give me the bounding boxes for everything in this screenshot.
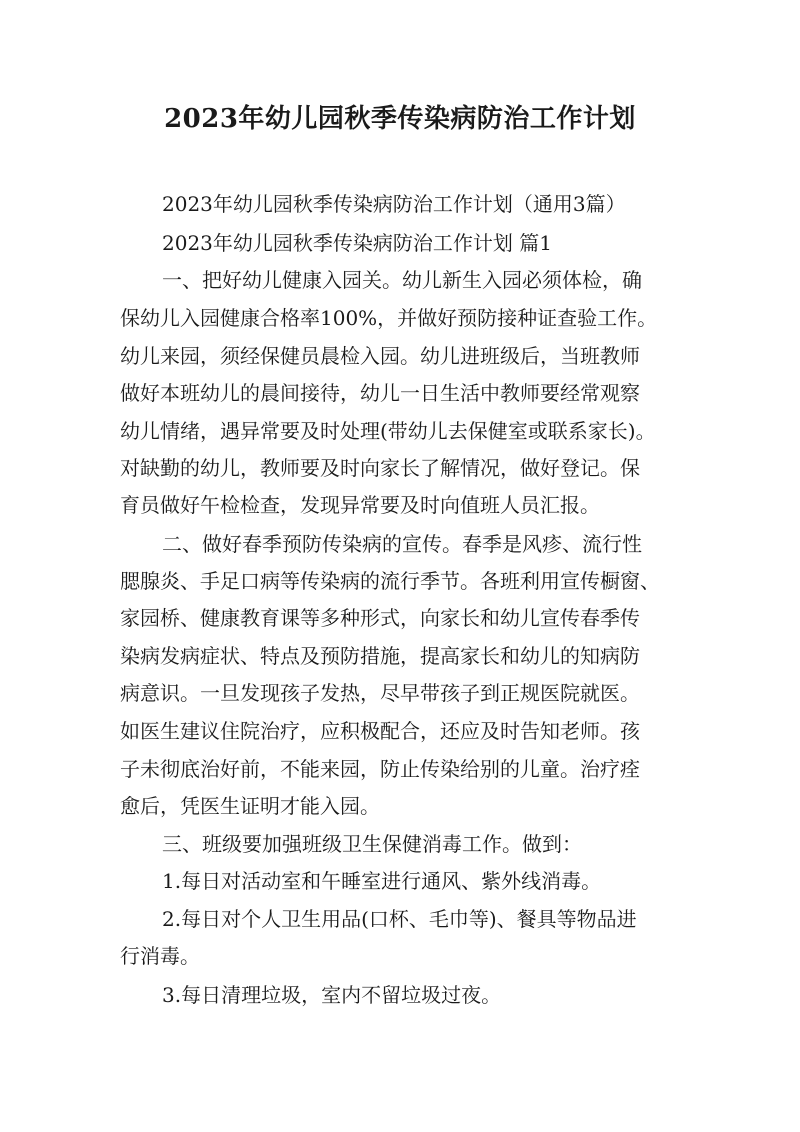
paragraph-line: 育员做好午检检查，发现异常要及时向值班人员汇报。 xyxy=(120,493,600,517)
paragraph-line: 三、班级要加强班级卫生保健消毒工作。做到： xyxy=(162,832,582,856)
paragraph-line: 染病发病症状、特点及预防措施，提高家长和幼儿的知病防 xyxy=(120,644,640,668)
paragraph-line: 腮腺炎、手足口病等传染病的流行季节。各班利用宣传橱窗、 xyxy=(120,569,660,593)
subtitle-full: 2023年幼儿园秋季传染病防治工作计划（通用3篇） xyxy=(162,192,626,216)
paragraph-line: 家园桥、健康教育课等多种形式，向家长和幼儿宣传春季传 xyxy=(120,606,640,630)
paragraph-line: 做好本班幼儿的晨间接待，幼儿一日生活中教师要经常观察 xyxy=(120,381,640,405)
list-item: 2.每日对个人卫生用品(口杯、毛巾等)、餐具等物品进 xyxy=(162,907,637,931)
paragraph-line: 幼儿来园，须经保健员晨检入园。幼儿进班级后，当班教师 xyxy=(120,344,640,368)
document-title: 2023年幼儿园秋季传染病防治工作计划 xyxy=(164,104,636,134)
paragraph-line: 幼儿情绪，遇异常要及时处理(带幼儿去保健室或联系家长)。 xyxy=(120,419,656,443)
paragraph-line: 保幼儿入园健康合格率100%，并做好预防接种证查验工作。 xyxy=(120,306,658,330)
paragraph-line: 二、做好春季预防传染病的宣传。春季是风疹、流行性 xyxy=(162,532,642,556)
paragraph-line: 对缺勤的幼儿，教师要及时向家长了解情况，做好登记。保 xyxy=(120,456,640,480)
list-item: 3.每日清理垃圾，室内不留垃圾过夜。 xyxy=(162,983,502,1007)
list-item: 1.每日对活动室和午睡室进行通风、紫外线消毒。 xyxy=(162,869,602,893)
paragraph-line: 如医生建议住院治疗，应积极配合，还应及时告知老师。孩 xyxy=(120,719,640,743)
paragraph-line: 愈后，凭医生证明才能入园。 xyxy=(120,794,380,818)
subtitle-part: 2023年幼儿园秋季传染病防治工作计划 篇1 xyxy=(162,231,552,255)
paragraph-line: 一、把好幼儿健康入园关。幼儿新生入园必须体检，确 xyxy=(162,268,642,292)
paragraph-line: 病意识。一旦发现孩子发热，尽早带孩子到正规医院就医。 xyxy=(120,681,640,705)
list-item-continuation: 行消毒。 xyxy=(120,944,200,968)
paragraph-line: 子未彻底治好前，不能来园，防止传染给别的儿童。治疗痊 xyxy=(120,757,640,781)
